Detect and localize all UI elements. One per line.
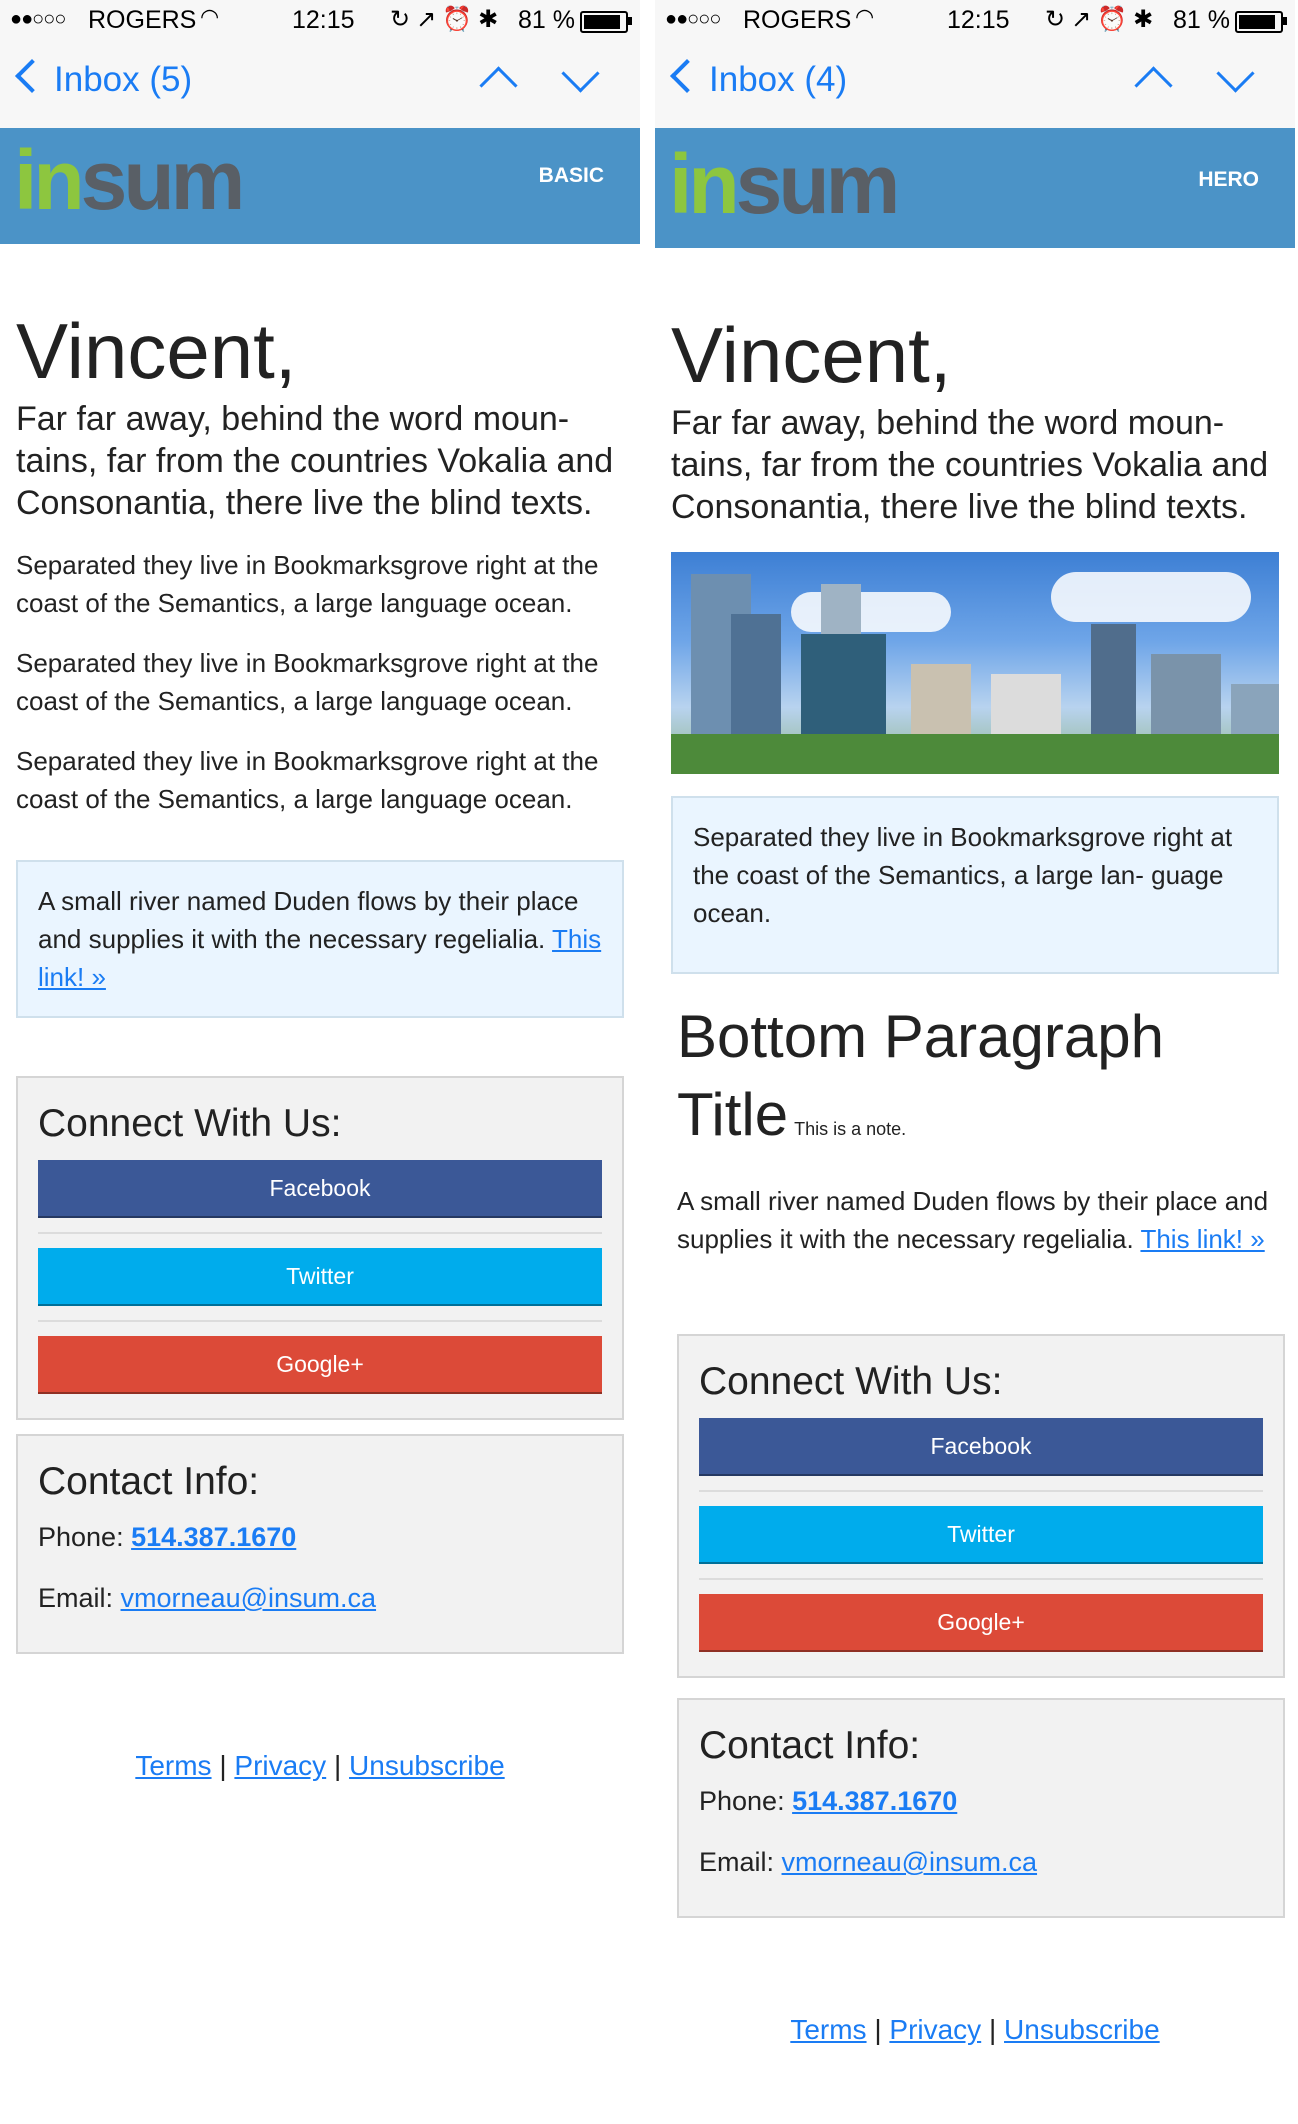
inbox-back-button[interactable] bbox=[14, 60, 192, 100]
callout-box bbox=[671, 796, 1279, 974]
connect-title: Connect With Us: bbox=[699, 1360, 1003, 1403]
email-body bbox=[655, 248, 1295, 2046]
email-line: Email: vmorneau@insum.ca bbox=[699, 1847, 1038, 1877]
contact-title: Contact Info: bbox=[699, 1724, 921, 1767]
inbox-back-label: Inbox (4) bbox=[709, 60, 848, 99]
connect-box bbox=[677, 1334, 1285, 1678]
this-link[interactable]: This link! » bbox=[38, 924, 602, 992]
email-link[interactable]: vmorneau@insum.ca bbox=[781, 1847, 1038, 1877]
twitter-button[interactable]: Twitter bbox=[699, 1506, 1263, 1564]
template-tag: BASIC bbox=[538, 164, 604, 187]
divider bbox=[699, 1490, 1263, 1492]
battery-icon bbox=[580, 11, 628, 33]
battery-nub bbox=[628, 17, 632, 25]
river-callout bbox=[16, 860, 624, 1018]
carrier-name: ROGERS bbox=[88, 6, 197, 34]
contact-title: Contact Info: bbox=[38, 1460, 260, 1503]
callout-text: Separated they live in Bookmarksgrove right at the coast of the Semantics, a large lan- guage ocean. bbox=[693, 822, 1233, 928]
carrier-name: ROGERS bbox=[743, 6, 852, 34]
river-paragraph: A small river named Duden flows by their place and supplies it with the necessary regelialia. This link! » bbox=[677, 1186, 1269, 1254]
email-view-hero bbox=[655, 0, 1295, 2124]
lead-paragraph: Far far away, behind the word moun- tains, far from the countries Vokalia and Consonantia, there live the blind texts. bbox=[671, 404, 1269, 526]
privacy-link[interactable]: Privacy bbox=[889, 2014, 982, 2045]
privacy-link[interactable]: Privacy bbox=[234, 1750, 327, 1781]
battery-icon bbox=[1235, 11, 1283, 33]
google-plus-button[interactable]: Google+ bbox=[38, 1336, 602, 1394]
status-icons: ↻↗⏰✱ bbox=[1045, 6, 1160, 33]
phone-line: Phone: 514.387.1670 bbox=[38, 1522, 297, 1552]
previous-message-icon[interactable] bbox=[479, 66, 517, 104]
insum-logo: insum bbox=[14, 133, 242, 227]
email-body bbox=[0, 244, 640, 1782]
previous-message-icon[interactable] bbox=[1134, 66, 1172, 104]
chevron-left-icon bbox=[15, 59, 49, 93]
facebook-button[interactable]: Facebook bbox=[38, 1160, 602, 1218]
connect-title: Connect With Us: bbox=[38, 1102, 342, 1145]
unsubscribe-link[interactable]: Unsubscribe bbox=[1004, 2014, 1160, 2045]
template-tag: HERO bbox=[1198, 168, 1259, 191]
wifi-icon: ◠ bbox=[200, 4, 220, 29]
email-header bbox=[655, 128, 1295, 248]
chevron-left-icon bbox=[670, 59, 704, 93]
footer-links: Terms | Privacy | Unsubscribe bbox=[135, 1750, 505, 1781]
lead-paragraph: Far far away, behind the word moun- tains, far from the countries Vokalia and Consonantia, there live the blind texts. bbox=[16, 400, 614, 522]
river-text: A small river named Duden flows by their place and supplies it with the necessary regelialia. bbox=[38, 886, 579, 954]
mail-nav-bar bbox=[655, 42, 1295, 129]
wifi-icon: ◠ bbox=[855, 4, 875, 29]
hero-image bbox=[671, 552, 1279, 774]
divider bbox=[38, 1320, 602, 1322]
greeting: Vincent, bbox=[671, 311, 952, 399]
insum-logo: insum bbox=[669, 137, 897, 231]
status-bar bbox=[655, 0, 1295, 42]
this-link[interactable]: This link! » bbox=[1140, 1224, 1265, 1254]
battery-nub bbox=[1283, 17, 1287, 25]
email-view-basic bbox=[0, 0, 640, 2124]
signal-strength: ●●○○○ bbox=[10, 8, 66, 30]
battery-percent: 81 % bbox=[1173, 6, 1230, 34]
phone-link[interactable]: 514.387.1670 bbox=[131, 1522, 297, 1552]
phone-link[interactable]: 514.387.1670 bbox=[792, 1786, 958, 1816]
status-icons: ↻↗⏰✱ bbox=[390, 6, 505, 33]
clock: 12:15 bbox=[292, 6, 355, 34]
mail-nav-bar bbox=[0, 42, 640, 129]
body-paragraph: Separated they live in Bookmarksgrove right at the coast of the Semantics, a large language ocean. bbox=[16, 550, 599, 618]
facebook-button[interactable]: Facebook bbox=[699, 1418, 1263, 1476]
inbox-back-label: Inbox (5) bbox=[54, 60, 193, 99]
next-message-icon[interactable] bbox=[561, 54, 599, 92]
next-message-icon[interactable] bbox=[1216, 54, 1254, 92]
google-plus-button[interactable]: Google+ bbox=[699, 1594, 1263, 1652]
unsubscribe-link[interactable]: Unsubscribe bbox=[349, 1750, 505, 1781]
terms-link[interactable]: Terms bbox=[135, 1750, 212, 1781]
battery-level bbox=[584, 15, 620, 29]
battery-percent: 81 % bbox=[518, 6, 575, 34]
footer-links: Terms | Privacy | Unsubscribe bbox=[790, 2014, 1160, 2045]
divider bbox=[699, 1578, 1263, 1580]
greeting: Vincent, bbox=[16, 307, 297, 395]
signal-strength: ●●○○○ bbox=[665, 8, 721, 30]
battery-level bbox=[1239, 15, 1275, 29]
phone-line: Phone: 514.387.1670 bbox=[699, 1786, 958, 1816]
email-link[interactable]: vmorneau@insum.ca bbox=[120, 1583, 377, 1613]
terms-link[interactable]: Terms bbox=[790, 2014, 867, 2045]
contact-box bbox=[16, 1434, 624, 1654]
inbox-back-button[interactable] bbox=[669, 60, 847, 100]
twitter-button[interactable]: Twitter bbox=[38, 1248, 602, 1306]
contact-box bbox=[677, 1698, 1285, 1918]
email-line: Email: vmorneau@insum.ca bbox=[38, 1583, 377, 1613]
note-text: This is a note. bbox=[794, 1119, 907, 1139]
bottom-paragraph-title: Bottom Paragraph Title This is a note. bbox=[677, 1003, 1164, 1148]
clock: 12:15 bbox=[947, 6, 1010, 34]
body-paragraph: Separated they live in Bookmarksgrove right at the coast of the Semantics, a large language ocean. bbox=[16, 746, 599, 814]
body-paragraph: Separated they live in Bookmarksgrove right at the coast of the Semantics, a large language ocean. bbox=[16, 648, 599, 716]
divider bbox=[38, 1232, 602, 1234]
connect-box bbox=[16, 1076, 624, 1420]
email-header bbox=[0, 128, 640, 244]
status-bar bbox=[0, 0, 640, 42]
